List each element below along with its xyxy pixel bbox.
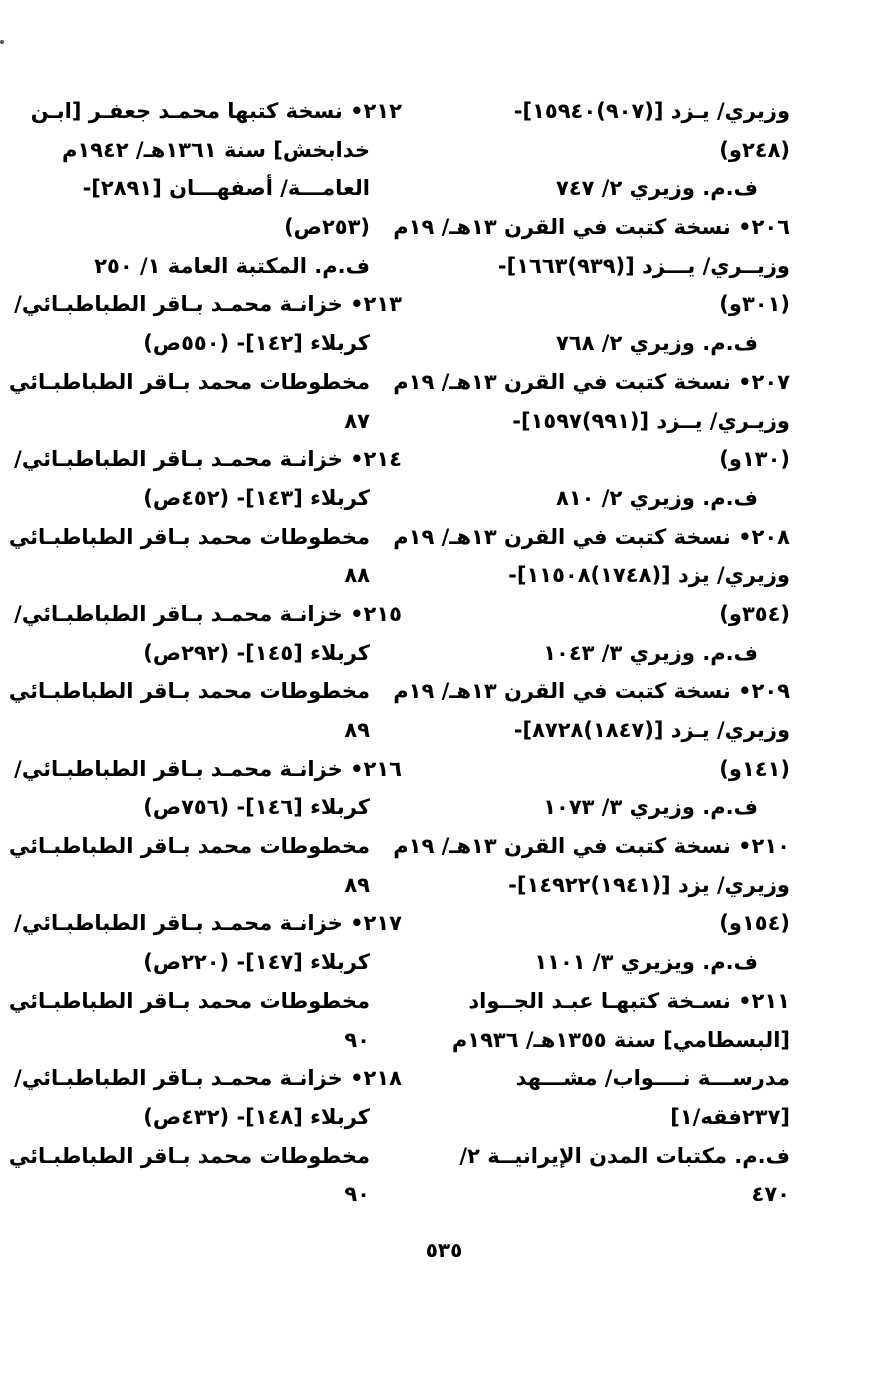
right-column-line: [٢٣٧فقه/١] xyxy=(670,1104,790,1129)
left-column-line: (٢٥٣ص) xyxy=(284,215,370,240)
left-column-line: ٨٩ xyxy=(344,872,370,897)
right-column-line: ف.م. مكتبات المدن الإيرانيــة ٢/ xyxy=(459,1143,790,1168)
left-column-line: خدابخش] سنة ١٣٦١هـ/ ١٩٤٢م xyxy=(61,137,370,162)
left-column-line: مخطوطات محمد بـاقر الطباطبـائي xyxy=(8,988,370,1013)
left-column-line: كربلاء [١٤٣]- (٤٥٢ص) xyxy=(143,485,370,510)
right-column-line: ٢١١• نسـخة كتبهـا عبـد الجــواد xyxy=(468,988,790,1013)
right-column-line: ف.م. ويزيري ٣/ ١١٠١ xyxy=(534,950,758,975)
right-column-line: ف.م. وزيري ٣/ ١٠٧٣ xyxy=(543,795,758,820)
right-column-line: وزيـري/ يــزد [(٩٩١)١٥٩٧]- xyxy=(512,408,790,433)
left-column-line: ٢١٣• خزانـة محمـد بـاقر الطباطبـائي/ xyxy=(14,292,402,317)
left-column-line: العامـــة/ أصفهـــان [٢٨٩١]- xyxy=(82,176,370,201)
left-column-line: ٢١٥• خزانـة محمـد بـاقر الطباطبـائي/ xyxy=(14,601,402,626)
right-column-line: ٤٧٠ xyxy=(751,1182,790,1207)
scan-speck xyxy=(0,40,4,44)
left-column-line: ٨٧ xyxy=(344,408,370,433)
left-column-line: ف.م. المكتبة العامة ١/ ٢٥٠ xyxy=(94,253,370,278)
right-column-line: وزيــري/ يـــزد [(٩٣٩)١٦٦٣]- xyxy=(497,253,790,278)
left-column-line: مخطوطات محمد بـاقر الطباطبـائي xyxy=(8,1143,370,1168)
right-column-line: (١٣٠و) xyxy=(719,447,790,472)
left-column-line: كربلاء [١٤٦]- (٧٥٦ص) xyxy=(143,795,370,820)
left-column-line: كربلاء [١٤٨]- (٤٣٢ص) xyxy=(143,1104,370,1129)
right-column-line: ٢٠٨• نسخة كتبت في القرن ١٣هـ/ ١٩م xyxy=(393,524,790,549)
right-column-line: وزيري/ يـزد [(٩٠٧)١٥٩٤٠]- xyxy=(513,99,790,123)
left-column-line: كربلاء [١٤٧]- (٢٢٠ص) xyxy=(143,950,370,975)
right-column-line: [البسطامي] سنة ١٣٥٥هـ/ ١٩٣٦م xyxy=(451,1027,790,1052)
left-column-line: ٢١٤• خزانـة محمـد بـاقر الطباطبـائي/ xyxy=(14,447,402,472)
left-column-line: مخطوطات محمد بـاقر الطباطبـائي xyxy=(8,369,370,394)
right-column-line: (٣٥٤و) xyxy=(719,601,790,626)
right-column-line: ف.م. وزيري ٢/ ٨١٠ xyxy=(556,485,758,510)
right-column-line: وزيري/ يزد [(١٩٤١)١٤٩٢٢]- xyxy=(508,872,790,897)
left-column-line: ٩٠ xyxy=(344,1027,370,1052)
left-column-line: مخطوطات محمد بـاقر الطباطبـائي xyxy=(8,524,370,549)
left-column-line: ٨٨ xyxy=(344,563,370,588)
left-column-line: كربلاء [١٤٥]- (٢٩٢ص) xyxy=(143,640,370,665)
right-column-line: ٢٠٦• نسخة كتبت في القرن ١٣هـ/ ١٩م xyxy=(393,215,790,240)
right-column-line: (٣٠١و) xyxy=(719,292,790,317)
right-column-line: (٢٤٨و) xyxy=(719,137,790,162)
right-column-line: مدرســـة نــــواب/ مشـــهد xyxy=(515,1066,790,1091)
left-column-line: ٢١٨• خزانـة محمـد بـاقر الطباطبـائي/ xyxy=(14,1066,402,1091)
page-number: ٥٣٥ xyxy=(425,1238,463,1262)
left-column-line: كربلاء [١٤٢]- (٥٥٠ص) xyxy=(143,331,370,356)
left-column-line: مخطوطات محمد بـاقر الطباطبـائي xyxy=(8,679,370,704)
left-column xyxy=(8,92,402,1214)
right-column-line: ف.م. وزيري ٢/ ٧٤٧ xyxy=(556,176,758,201)
right-column-line: وزيري/ يـزد [(١٨٤٧)٨٧٢٨]- xyxy=(513,718,790,742)
left-column-line: ٨٩ xyxy=(344,718,370,742)
left-column-line: ٢١٢• نسخة كتبها محمـد جعفـر [ابـن xyxy=(30,99,402,123)
right-column-line: ف.م. وزيري ٢/ ٧٦٨ xyxy=(556,331,758,356)
left-column-line: ٩٠ xyxy=(344,1182,370,1207)
left-column-line: ٢١٧• خزانـة محمـد بـاقر الطباطبـائي/ xyxy=(14,911,402,936)
right-column xyxy=(393,92,790,1214)
right-column-line: ٢٠٧• نسخة كتبت في القرن ١٣هـ/ ١٩م xyxy=(393,369,790,394)
right-column-line: ف.م. وزيري ٣/ ١٠٤٣ xyxy=(543,640,758,665)
right-column-line: ٢١٠• نسخة كتبت في القرن ١٣هـ/ ١٩م xyxy=(393,834,790,859)
right-column-line: (١٤١و) xyxy=(719,756,790,781)
left-column-line: ٢١٦• خزانـة محمـد بـاقر الطباطبـائي/ xyxy=(14,756,402,781)
left-column-line: مخطوطات محمد بـاقر الطباطبـائي xyxy=(8,834,370,859)
right-column-line: (١٥٤و) xyxy=(719,911,790,936)
right-column-line: ٢٠٩• نسخة كتبت في القرن ١٣هـ/ ١٩م xyxy=(393,679,790,704)
right-column-line: وزيري/ يزد [(١٧٤٨)١١٥٠٨]- xyxy=(508,563,790,588)
